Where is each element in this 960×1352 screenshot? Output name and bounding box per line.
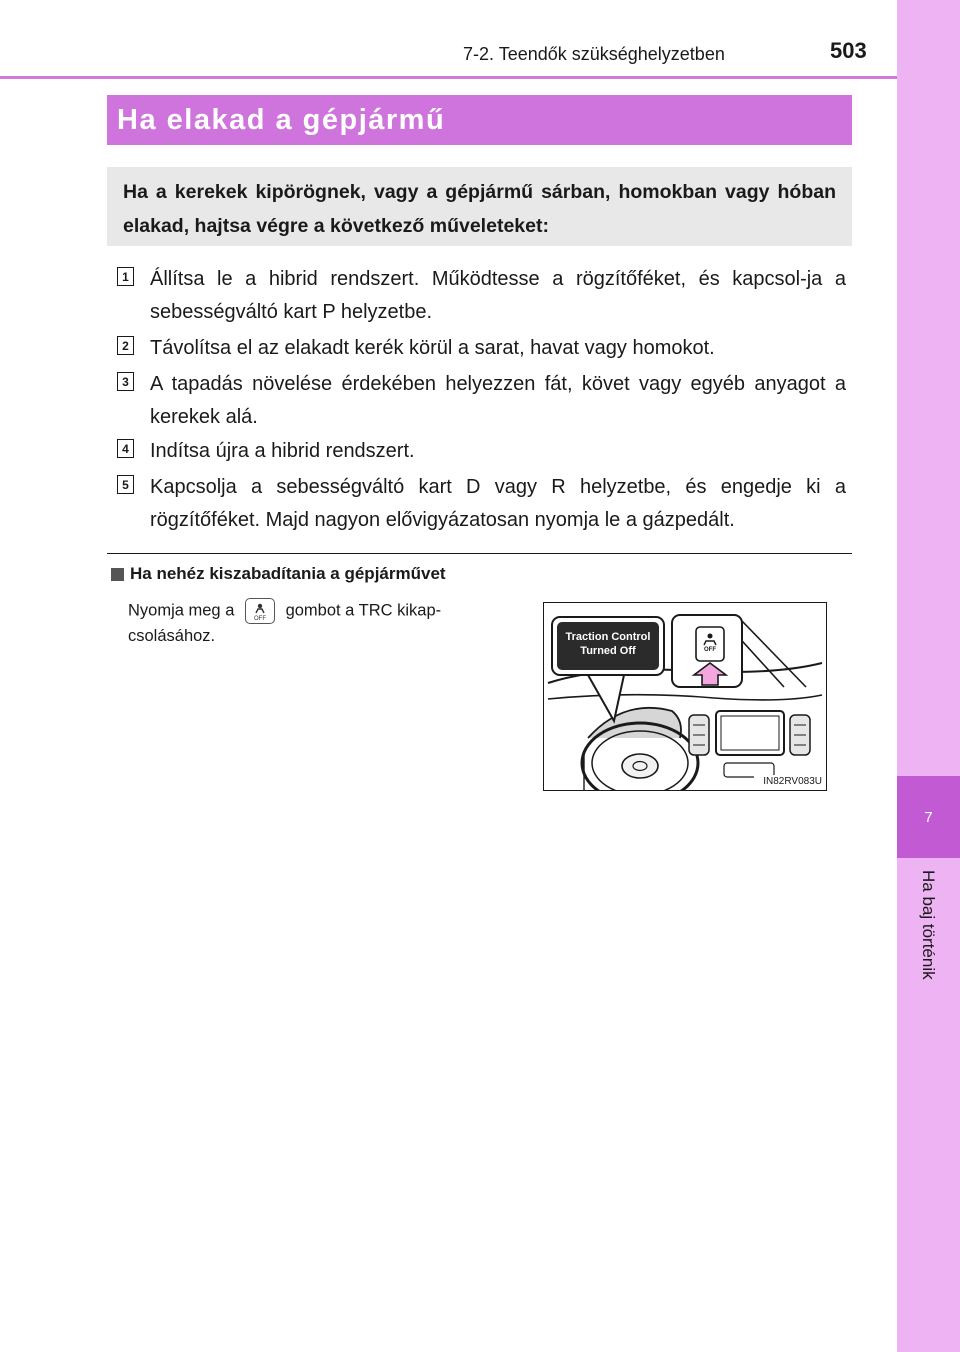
step-number: 5 [117,475,134,494]
intro-box [107,167,852,246]
page-number: 503 [830,38,867,63]
callout-text-line2: Turned Off [580,645,636,657]
dashboard-illustration [543,602,827,791]
intro-text: Ha a kerekek kipörögnek, vagy a gépjármű sárban, homokban vagy hóban elakad, hajtsa végre a következő műveleteket: [123,181,836,237]
instruction-text-before: Nyomja meg a [128,601,235,620]
header-section-title: 7-2. Teendők szükséghelyzetben [463,44,725,64]
subsection-heading [111,564,446,584]
header-divider [0,76,897,79]
step-text: Kapcsolja a sebességváltó kart D vagy R helyzetbe, és engedje ki a rögzítőféket. Majd nagyon elővigyázatosan nyomja le a gázpedált. [150,476,846,531]
trc-off-button-icon [245,598,275,624]
chapter-title: Ha baj történik [919,870,938,980]
step-text: Állítsa le a hibrid rendszert. Működtesse a rögzítőféket, és kapcsol-ja a sebességváltó kart P helyzetbe. [150,268,846,323]
subsection-instruction [128,598,518,648]
callout-text-line1: Traction Control [565,631,651,643]
step-number: 3 [117,372,134,391]
section-divider [107,553,852,554]
subsection-heading-text: Ha nehéz kiszabadítania a gépjárművet [130,564,446,583]
step-text: Távolítsa el az elakadt kerék körül a sarat, havat vagy homokot. [150,337,715,359]
chapter-side-tab [897,0,960,1352]
figure-id: IN82RV083U [763,776,822,787]
page-title: Ha elakad a gépjármű [107,95,852,145]
square-bullet-icon [111,568,124,581]
button-off-label: OFF [704,647,716,653]
step-number: 1 [117,267,134,286]
step-text: Indítsa újra a hibrid rendszert. [150,440,415,462]
step-text: A tapadás növelése érdekében helyezzen fát, követ vagy egyéb anyagot a kerekek alá. [150,373,846,428]
instruction-text-after: gombot a TRC kikap-csolásához. [128,601,442,645]
chapter-number: 7 [897,776,960,858]
step-number: 4 [117,439,134,458]
svg-text:OFF: OFF [253,616,266,622]
step-number: 2 [117,336,134,355]
